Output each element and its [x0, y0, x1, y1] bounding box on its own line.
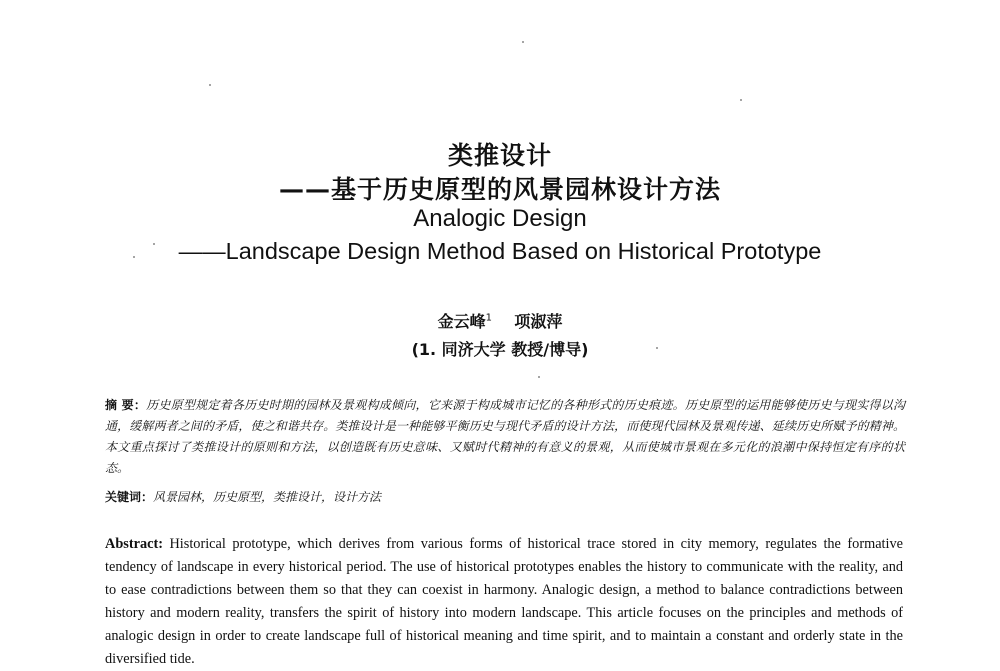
author-1: 金云峰 — [437, 312, 486, 331]
authors — [0, 309, 1000, 332]
abstract-en-label: Abstract: — [105, 536, 163, 552]
title-cn: 类推设计 — [447, 141, 552, 170]
scan-speck — [209, 84, 211, 86]
scan-speck — [538, 376, 540, 378]
abstract-en-text: Historical prototype, which derives from various forms of historical trace stored in city memory, regulates the formative tendency of landscape in every historical period. The use of historical prototypes enables the history to communicate with the reality, and to ease contradictions between them so that they can coexist in harmony. Analogic design, a method to balance contradictions between history and modern reality, transfers the spirit of history into modern landscape. This article focuses on the principles and methods of analogic design in order to create landscape full of historical meaning and time spirit, and to maintain a constant and orderly state in the diversified tide. — [105, 536, 903, 667]
scan-speck — [522, 41, 524, 43]
keywords-cn-label: 关键词： — [105, 490, 154, 504]
subtitle-cn: ——基于历史原型的风景园林设计方法 — [278, 175, 721, 204]
affiliation: (1. 同济大学 教授/博导) — [411, 340, 589, 359]
abstract-en — [105, 533, 903, 671]
abstract-cn-text: 历史原型规定着各历史时期的园林及景观构成倾向，它来源于构成城市记忆的各种形式的历史痕迹。历史原型的运用能够使历史与现实得以沟通，缓解两者之间的矛盾，使之和谐共存。类推设计是一种能够平衡历史与现代矛盾的设计方法，而使现代园林及景观传递、延续历史所赋予的精神。本文重点探讨了类推设计的原则和方法，以创造既有历史意味、又赋时代精神的有意义的景观，从而使城市景观在多元化的浪潮中保持恒定有序的状态。 — [105, 398, 905, 475]
subtitle-en: ——Landscape Design Method Based on Historical Prototype — [178, 238, 822, 264]
title-en: Analogic Design — [413, 205, 587, 232]
abstract-cn — [105, 395, 905, 479]
keywords-cn-text: 风景园林，历史原型，类推设计，设计方法 — [153, 490, 382, 504]
scan-speck — [740, 99, 742, 101]
author-2: 项淑萍 — [514, 312, 563, 331]
abstract-cn-label: 摘 要： — [105, 398, 147, 412]
author-1-affiliation-mark: 1 — [485, 312, 493, 324]
keywords-cn — [105, 487, 905, 508]
